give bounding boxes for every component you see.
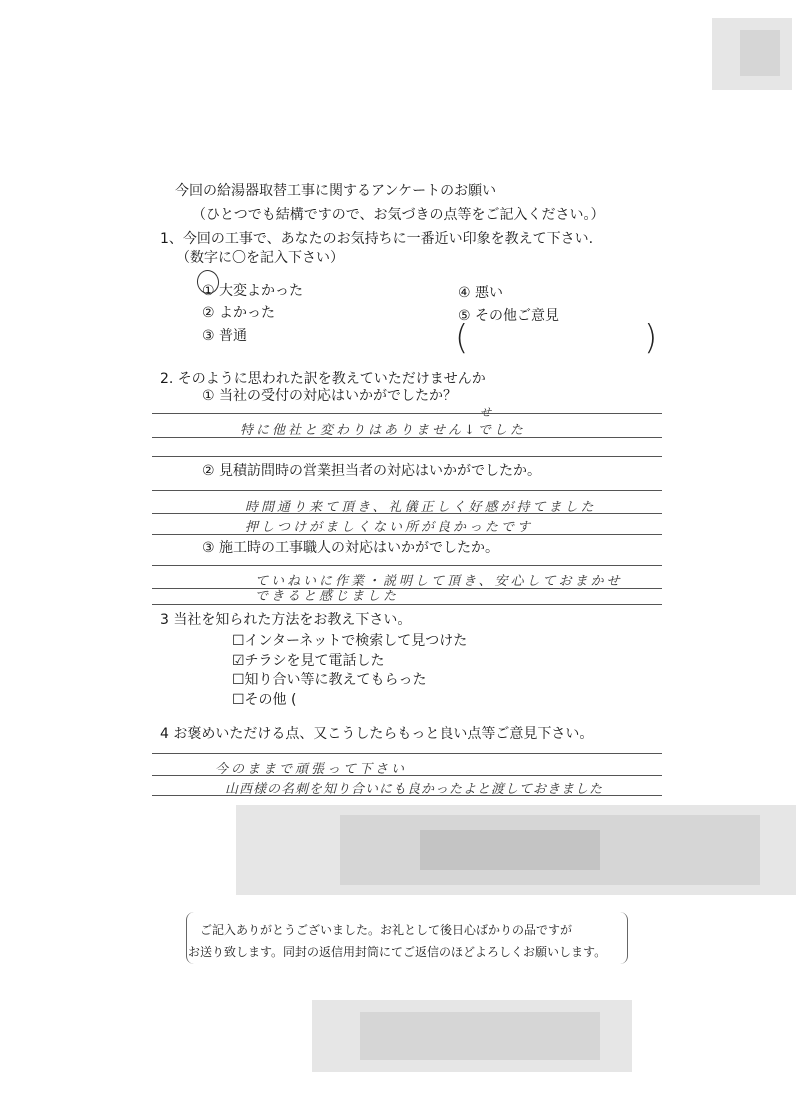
footer-notice-line1: ご記入ありがとうございました。お礼として後日心ばかりの品ですが [200,923,573,937]
survey-title: 今回の給湯器取替工事に関するアンケートのお願い [175,183,497,199]
q4-ans1[interactable]: 今のままで頑張って下さい [215,762,408,777]
answer-line [152,775,662,776]
q1-option-4[interactable]: ④ 悪い [458,285,504,301]
redacted-area [420,830,600,870]
footer-notice-line2: お送り致します。同封の返信用封筒にてご返信のほどよろしくお願いします。 [188,945,607,959]
q2-ans3-line1[interactable]: ていねいに作業・説明して頂き、安心しておまかせ [255,574,623,589]
q3-option-flyer[interactable]: ☑チラシを見て電話した [232,653,385,669]
answer-line [152,513,662,514]
q1-option-2[interactable]: ② よかった [202,305,276,321]
redacted-area-bottom-inner [360,1012,600,1060]
q1-option-5[interactable]: ⑤ その他ご意見 [458,308,560,324]
q2-sub3: ③ 施工時の工事職人の対応はいかがでしたか。 [202,540,499,556]
q2-ans2-line1[interactable]: 時間通り来て頂き、礼儀正しく好感が持てました [245,500,597,515]
answer-line [152,490,662,491]
answer-line [152,413,662,414]
q2-ans3-line2[interactable]: できると感じました [255,589,400,604]
q3-option-acquaintance[interactable]: ☐知り合い等に教えてもらった [232,672,427,688]
q4-ans2[interactable]: 山西様の名刺を知り合いにも良かったよと渡しておきました [225,782,604,797]
q3-option-other[interactable]: ☐その他 ( [232,692,297,708]
q2-sub2: ② 見積訪問時の営業担当者の対応はいかがでしたか。 [202,463,541,479]
q2-ans1-mark: せ [480,406,494,419]
q1-option-3[interactable]: ③ 普通 [202,328,248,344]
answer-line [152,588,662,589]
q1-option-1[interactable]: ① 大変よかった [202,283,304,299]
q2-ans1[interactable]: 特に他社と変わりはありません↓でした [240,423,526,438]
q3-option-internet[interactable]: ☐インターネットで検索して見つけた [232,633,468,649]
q1-instruction: （数字に〇を記入下さい） [176,250,344,266]
answer-line [152,604,662,605]
q1-other-paren-close: ) [644,318,658,358]
answer-line [152,456,662,457]
answer-line [152,565,662,566]
answer-line [152,753,662,754]
q2-question: 2. そのように思われた訳を教えていただけませんか [160,371,486,387]
q3-question: 3 当社を知られた方法をお教え下さい。 [160,612,412,628]
q2-sub1: ① 当社の受付の対応はいかがでしたか？ [202,388,457,404]
q1-question: 1、今回の工事で、あなたのお気持ちに一番近い印象を教えて下さい. [160,231,594,247]
redacted-area-top-inner [740,30,780,76]
survey-subtitle: （ひとつでも結構ですので、お気づきの点等をご記入ください。） [192,207,605,223]
q2-ans2-line2[interactable]: 押しつけがましくない所が良かったです [245,520,534,535]
answer-line [152,795,662,796]
answer-line [152,437,662,438]
answer-line [152,534,662,535]
q4-question: 4 お褒めいただける点、又こうしたらもっと良い点等ご意見下さい。 [160,726,594,742]
q1-other-paren-open: ( [455,318,469,358]
